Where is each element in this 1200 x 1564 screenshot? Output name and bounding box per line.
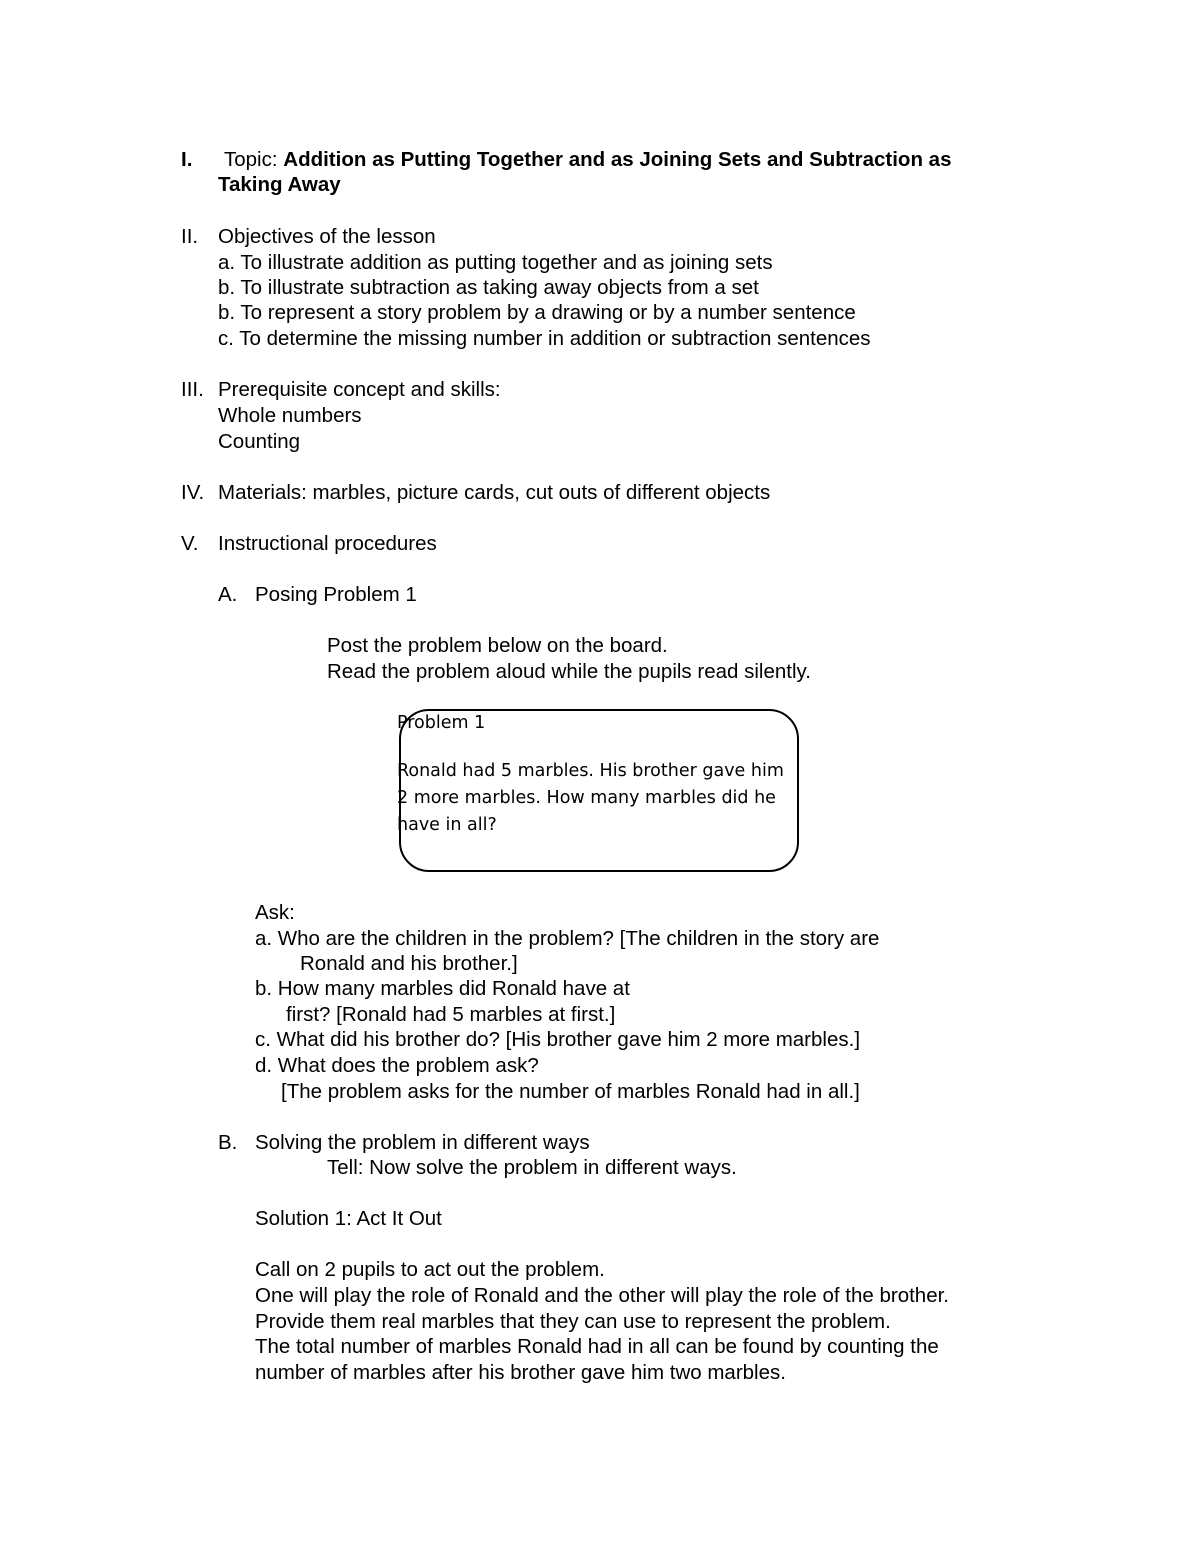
section-5-numeral: V. (181, 532, 199, 555)
question-line: b. How many marbles did Ronald have at (255, 977, 630, 1000)
section-2-numeral: II. (181, 225, 199, 248)
objective-item: c. To determine the missing number in addition or subtraction sentences (218, 327, 871, 350)
section-4-numeral: IV. (181, 481, 205, 504)
problem-box-line: Ronald had 5 marbles. His brother gave him (397, 761, 784, 781)
prerequisite-heading: Prerequisite concept and skills: (218, 378, 501, 401)
answer-line: first? [Ronald had 5 marbles at first.] (286, 1003, 616, 1026)
paragraph-line: One will play the role of Ronald and the other will play the role of the brother. (255, 1284, 949, 1307)
problem-box-line: have in all? (397, 815, 497, 835)
objective-item: b. To illustrate subtraction as taking away objects from a set (218, 276, 759, 299)
topic-label: Topic: (224, 148, 278, 171)
materials-text: Materials: marbles, picture cards, cut outs of different objects (218, 481, 771, 504)
lesson-title-line-1: Addition as Putting Together and as Joining Sets and Subtraction as (283, 148, 952, 171)
instruction-line: Post the problem below on the board. (327, 634, 668, 657)
procedures-heading: Instructional procedures (218, 532, 437, 555)
section-1-topic (224, 147, 951, 172)
lesson-title-line-2: Taking Away (218, 173, 341, 196)
prerequisite-item: Counting (218, 430, 301, 453)
question-line: a. Who are the children in the problem? [The children in the story are (255, 927, 880, 950)
question-line: d. What does the problem ask? (255, 1054, 539, 1077)
answer-line: Ronald and his brother.] (300, 952, 518, 975)
question-line: c. What did his brother do? [His brother gave him 2 more marbles.] (255, 1028, 861, 1051)
solution-title: Solution 1: Act It Out (255, 1207, 442, 1230)
part-a-heading: Posing Problem 1 (255, 583, 417, 606)
paragraph-line: number of marbles after his brother gave him two marbles. (255, 1361, 786, 1384)
part-b-heading: Solving the problem in different ways (255, 1131, 590, 1154)
part-a-letter: A. (218, 583, 238, 606)
prerequisite-item: Whole numbers (218, 404, 362, 427)
paragraph-line: Provide them real marbles that they can use to represent the problem. (255, 1310, 891, 1333)
objective-item: a. To illustrate addition as putting together and as joining sets (218, 251, 773, 274)
problem-box-title: Problem 1 (397, 713, 486, 733)
objective-item: b. To represent a story problem by a drawing or by a number sentence (218, 301, 856, 324)
answer-line: [The problem asks for the number of marbles Ronald had in all.] (281, 1080, 860, 1103)
section-1-numeral: I. (181, 148, 193, 171)
ask-label: Ask: (255, 901, 295, 924)
objectives-heading: Objectives of the lesson (218, 225, 436, 248)
tell-instruction: Tell: Now solve the problem in different ways. (327, 1156, 737, 1179)
paragraph-line: Call on 2 pupils to act out the problem. (255, 1258, 605, 1281)
section-3-numeral: III. (181, 378, 204, 401)
problem-box-line: 2 more marbles. How many marbles did he (397, 788, 776, 808)
part-b-letter: B. (218, 1131, 238, 1154)
instruction-line: Read the problem aloud while the pupils read silently. (327, 660, 811, 683)
paragraph-line: The total number of marbles Ronald had in all can be found by counting the (255, 1335, 939, 1358)
